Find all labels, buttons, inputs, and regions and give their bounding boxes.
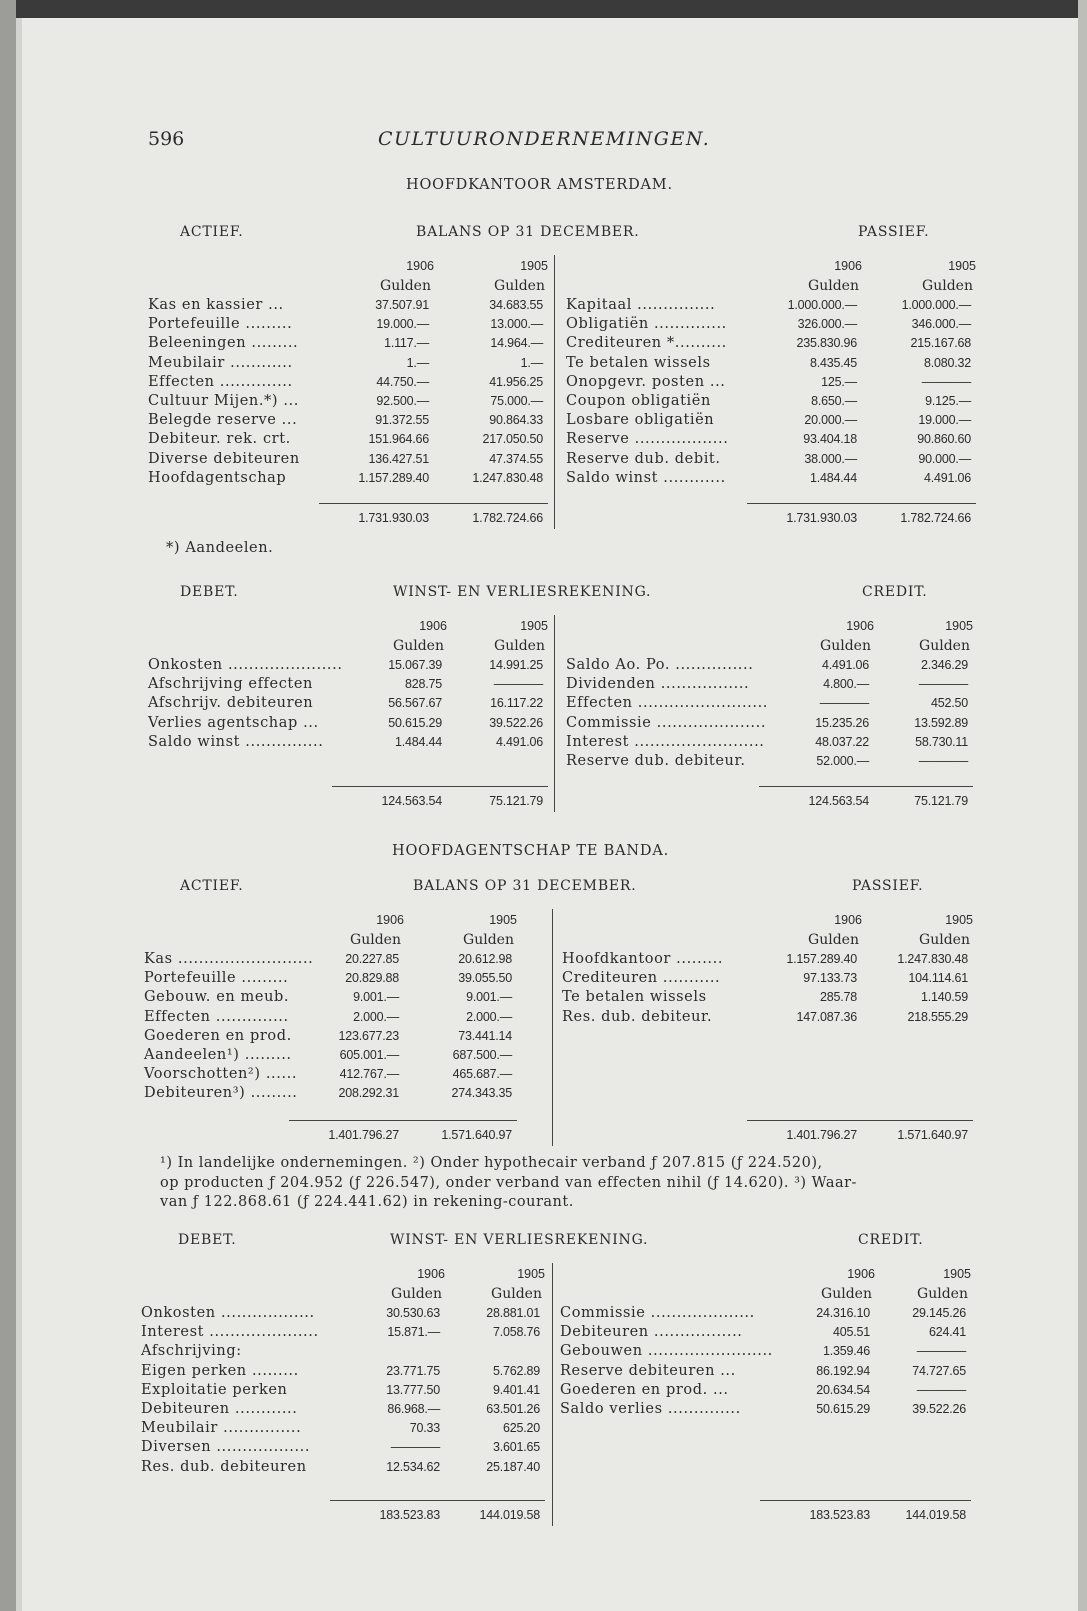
value-cell: 326.000.— [797,317,857,332]
row-label: Aandeelen¹) ......... [144,1047,292,1063]
row-label: Kapitaal ............... [566,297,716,313]
value-cell: 8.650.— [811,394,857,408]
footnote-line: ¹) In landelijke ondernemingen. ²) Onder hypothecair verband ƒ 207.815 (ƒ 224.520), [160,1155,823,1171]
value-cell: 828.75 [404,677,442,692]
value-cell: 4.491.06 [495,734,543,749]
unit-header: Gulden [808,932,859,948]
row-label: Verlies agentschap ... [148,714,319,731]
value-cell: 58.730.11 [915,734,968,749]
value-cell: 86.192.94 [816,1363,870,1378]
row-label: Afschrijving effecten [148,676,313,693]
value-cell: 9.001.— [353,990,399,1005]
value-cell: 3.601.65 [492,1440,540,1455]
value-cell: 5.762.89 [492,1363,540,1378]
unit-header: Gulden [808,278,859,294]
row-label: Commissie .................... [560,1305,755,1321]
row-label: Goederen en prod. ... [560,1381,729,1398]
center-heading: BALANS OP 31 DECEMBER. [413,878,637,894]
left-heading: DEBET. [180,584,239,600]
value-cell: 9.401.41 [492,1382,540,1397]
value-cell: 1.000.000.— [901,298,971,312]
value-cell: 50.615.29 [388,715,442,730]
unit-header: Gulden [393,638,444,654]
row-label: Saldo Ao. Po. ............... [566,657,754,673]
total-rule [330,1500,545,1501]
total-cell: 124.563.54 [381,794,442,809]
value-cell: 15.871.— [387,1325,440,1340]
row-label: Saldo winst ............ [566,469,726,486]
value-cell: 13.592.89 [914,715,968,730]
year-header: 1905 [520,619,548,633]
year-header: 1905 [945,619,973,633]
row-label: Afschrijving: [141,1343,242,1360]
value-cell: 285.78 [819,990,857,1005]
unit-header: Gulden [350,932,401,948]
row-label: Onopgevr. posten ... [566,373,726,390]
row-label: Voorschotten²) ...... [144,1066,298,1083]
right-heading: CREDIT. [862,584,928,600]
column-divider [554,255,555,529]
value-cell: 37.507.91 [375,298,429,312]
value-cell: 1.359.46 [822,1344,870,1359]
value-cell: 73.441.14 [458,1028,512,1043]
center-heading: WINST- EN VERLIESREKENING. [390,1232,649,1248]
value-cell: 235.830.96 [796,336,857,351]
value-cell: ———— [390,1440,440,1455]
center-heading: WINST- EN VERLIESREKENING. [393,584,652,600]
unit-header: Gulden [391,1286,442,1302]
value-cell: ———— [819,696,869,711]
value-cell: 90.860.60 [917,432,971,447]
value-cell: 91.372.55 [375,413,429,428]
total-rule [760,1500,971,1501]
unit-header: Gulden [820,638,871,654]
value-cell: 41.956.25 [489,374,543,389]
value-cell: 90.864.33 [489,413,543,428]
row-label: Gebouwen ........................ [560,1343,773,1360]
value-cell: 218.555.29 [907,1009,968,1024]
value-cell: 1.157.289.40 [358,470,429,485]
value-cell: 4.491.06 [821,658,869,672]
value-cell: 1.140.59 [920,990,968,1005]
value-cell: 2.000.— [353,1009,399,1024]
value-cell: 20.227.85 [345,952,399,966]
value-cell: 20.612.98 [458,952,512,966]
row-label: Onkosten .................. [141,1305,315,1321]
year-header: 1905 [943,1267,971,1281]
value-cell: 1.247.830.48 [897,952,968,966]
value-cell: 217.050.50 [482,432,543,447]
year-header: 1906 [376,913,404,927]
row-label: Effecten ......................... [566,695,769,712]
row-label: Goederen en prod. [144,1027,292,1044]
year-header: 1906 [834,259,862,273]
value-cell: 86.968.— [387,1402,440,1416]
total-rule [747,503,976,504]
value-cell: 125.— [821,374,857,389]
row-label: Onkosten ...................... [148,657,343,673]
value-cell: 24.316.10 [816,1306,870,1320]
row-label: Reserve dub. debiteur. [566,753,746,769]
value-cell: 34.683.55 [489,298,543,312]
total-cell: 144.019.58 [905,1507,966,1522]
total-rule [319,503,548,504]
value-cell: 44.750.— [376,374,429,389]
value-cell: 8.435.45 [809,355,857,370]
row-label: Meubilair ............ [148,354,293,371]
row-label: Beleeningen ......... [148,335,299,352]
row-label: Eigen perken ......... [141,1362,299,1379]
footnote-line: van ƒ 122.868.61 (ƒ 224.441.62) in rekening-courant. [160,1194,574,1210]
row-label: Cultuur Mijen.*) ... [148,393,299,409]
year-header: 1905 [948,259,976,273]
total-cell: 183.523.83 [809,1507,870,1522]
unit-header: Gulden [494,278,545,294]
value-cell: 1.000.000.— [787,298,857,312]
unit-header: Gulden [821,1286,872,1302]
value-cell: 70.33 [409,1421,440,1436]
row-label: Dividenden ................. [566,676,750,693]
value-cell: 90.000.— [918,451,971,466]
value-cell: 20.829.88 [345,971,399,986]
value-cell: 19.000.— [376,317,429,332]
total-cell: 124.563.54 [808,794,869,809]
scan-left-border [0,0,16,1611]
year-header: 1905 [517,1267,545,1281]
row-label: Kas .......................... [144,951,314,967]
value-cell: 1.— [406,355,429,370]
year-header: 1906 [417,1267,445,1281]
unit-header: Gulden [917,1286,968,1302]
value-cell: 52.000.— [816,754,869,768]
column-divider [552,909,553,1146]
row-label: Debiteuren³) ......... [144,1085,298,1102]
binding-shadow [16,18,22,1611]
value-cell: 405.51 [832,1325,870,1340]
row-label: Diverse debiteuren [148,450,300,467]
total-cell: 1.401.796.27 [786,1127,857,1142]
value-cell: 208.292.31 [338,1086,399,1101]
value-cell: 38.000.— [804,451,857,466]
row-label: Crediteuren ........... [562,970,721,987]
row-label: Res. dub. debiteuren [141,1458,307,1475]
value-cell: 16.117.22 [490,696,543,711]
value-cell: ———— [918,677,968,692]
value-cell: 136.427.51 [368,451,429,466]
row-label: Debiteur. rek. crt. [148,431,291,448]
row-label: Portefeuille ......... [148,316,293,333]
row-label: Crediteuren *.......... [566,335,727,352]
value-cell: 625.20 [502,1421,540,1436]
total-cell: 183.523.83 [379,1507,440,1522]
column-divider [552,1263,553,1526]
total-cell: 144.019.58 [479,1507,540,1522]
value-cell: 4.800.— [823,677,869,692]
value-cell: 624.41 [928,1325,966,1340]
row-label: Hoofdkantoor ......... [562,951,724,967]
row-label: Commissie ..................... [566,714,767,731]
total-rule [747,1120,973,1121]
total-rule [759,786,973,787]
value-cell: 215.167.68 [910,336,971,351]
value-cell: 452.50 [930,696,968,711]
row-label: Hoofdagentschap [148,469,287,486]
value-cell: 4.491.06 [923,470,971,485]
row-label: Losbare obligatiën [566,412,715,429]
year-header: 1905 [520,259,548,273]
row-label: Effecten .............. [144,1008,289,1025]
value-cell: 23.771.75 [386,1363,440,1378]
value-cell: 74.727.65 [912,1363,966,1378]
row-label: Res. dub. debiteur. [562,1008,713,1025]
page-number: 596 [148,128,185,150]
value-cell: 39.522.26 [912,1402,966,1416]
value-cell: 28.881.01 [486,1306,540,1320]
value-cell: 687.500.— [452,1048,512,1062]
value-cell: 465.687.— [452,1067,512,1082]
scan-right-border [1078,0,1087,1611]
value-cell: 15.067.39 [388,658,442,672]
total-cell: 75.121.79 [489,794,543,809]
total-cell: 1.731.930.03 [786,511,857,525]
left-heading: ACTIEF. [180,878,244,894]
value-cell: 9.001.— [466,990,512,1005]
total-cell: 1.782.724.66 [472,511,543,525]
right-heading: CREDIT. [858,1232,924,1248]
unit-header: Gulden [491,1286,542,1302]
value-cell: 30.530.63 [386,1306,440,1320]
footnote-line: op producten ƒ 204.952 (ƒ 226.547), onder verband van effecten nihil (ƒ 14.620). ³) Waar- [160,1174,857,1191]
unit-header: Gulden [494,638,545,654]
row-label: Diversen .................. [141,1439,311,1456]
value-cell: 50.615.29 [816,1402,870,1416]
row-label: Te betalen wissels [566,354,711,371]
row-label: Reserve debiteuren ... [560,1362,736,1379]
value-cell: 14.991.25 [489,658,543,672]
value-cell: 2.346.29 [920,658,968,672]
right-heading: PASSIEF. [858,224,930,240]
value-cell: 123.677.23 [338,1028,399,1043]
center-heading: BALANS OP 31 DECEMBER. [416,224,640,240]
value-cell: 1.484.44 [809,470,857,485]
row-label: Gebouw. en meub. [144,989,290,1006]
left-heading: DEBET. [178,1232,237,1248]
value-cell: 412.767.— [339,1067,399,1082]
row-label: Reserve .................. [566,431,729,448]
value-cell: 1.— [520,355,543,370]
value-cell: 75.000.— [490,394,543,408]
value-cell: 12.534.62 [386,1459,440,1474]
year-header: 1906 [847,1267,875,1281]
unit-header: Gulden [380,278,431,294]
row-label: Obligatiën .............. [566,316,727,333]
value-cell: 20.634.54 [816,1382,870,1397]
year-header: 1905 [945,913,973,927]
row-label: Saldo verlies .............. [560,1401,741,1417]
value-cell: 56.567.67 [388,696,442,711]
row-label: Coupon obligatiën [566,393,711,409]
unit-header: Gulden [919,638,970,654]
row-label: Debiteuren ............ [141,1401,298,1417]
value-cell: ———— [493,677,543,692]
total-cell: 1.571.640.97 [441,1127,512,1142]
row-label: Debiteuren ................. [560,1324,743,1341]
total-rule [289,1120,517,1121]
value-cell: 2.000.— [466,1009,512,1024]
unit-header: Gulden [922,278,973,294]
total-cell: 1.782.724.66 [900,511,971,525]
value-cell: ———— [921,374,971,389]
unit-header: Gulden [463,932,514,948]
value-cell: 1.484.44 [394,734,442,749]
value-cell: 151.964.66 [368,432,429,447]
value-cell: 1.157.289.40 [786,952,857,966]
value-cell: 39.522.26 [489,715,543,730]
row-label: Kas en kassier ... [148,297,284,313]
value-cell: 29.145.26 [912,1306,966,1320]
row-label: Saldo winst ............... [148,733,324,750]
value-cell: 13.000.— [490,317,543,332]
unit-header: Gulden [919,932,970,948]
row-label: Afschrijv. debiteuren [148,695,314,712]
total-rule [332,786,548,787]
value-cell: 1.247.830.48 [472,470,543,485]
row-label: Interest ..................... [141,1324,319,1341]
row-label: Interest ......................... [566,733,765,750]
column-divider [554,615,555,812]
value-cell: 346.000.— [911,317,971,332]
row-label: Effecten .............. [148,373,293,390]
value-cell: ———— [918,754,968,768]
value-cell: 48.037.22 [815,734,869,749]
running-title: CULTUURONDERNEMINGEN. [378,128,711,150]
value-cell: 14.964.— [490,336,543,351]
year-header: 1906 [406,259,434,273]
year-header: 1905 [489,913,517,927]
value-cell: 605.001.— [339,1048,399,1062]
value-cell: 8.080.32 [923,355,971,370]
section-title: HOOFDKANTOOR AMSTERDAM. [406,177,673,193]
footnote: *) Aandeelen. [166,540,274,556]
value-cell: 25.187.40 [486,1459,540,1474]
total-cell: 1.731.930.03 [358,511,429,525]
row-label: Belegde reserve ... [148,412,298,429]
value-cell: 7.058.76 [492,1325,540,1340]
row-label: Meubilair ............... [141,1420,302,1437]
value-cell: 47.374.55 [489,451,543,466]
section-title: HOOFDAGENTSCHAP TE BANDA. [392,843,669,859]
row-label: Reserve dub. debit. [566,450,721,467]
scan-top-border [0,0,1087,18]
row-label: Portefeuille ......... [144,970,289,987]
row-label: Exploitatie perken [141,1381,288,1398]
value-cell: ———— [916,1382,966,1397]
left-heading: ACTIEF. [180,224,244,240]
value-cell: ———— [916,1344,966,1359]
value-cell: 93.404.18 [803,432,857,447]
value-cell: 63.501.26 [486,1402,540,1416]
value-cell: 1.117.— [384,336,429,351]
right-heading: PASSIEF. [852,878,924,894]
value-cell: 13.777.50 [386,1382,440,1397]
total-cell: 1.401.796.27 [328,1127,399,1142]
year-header: 1906 [419,619,447,633]
year-header: 1906 [846,619,874,633]
value-cell: 274.343.35 [451,1086,512,1101]
value-cell: 20.000.— [804,413,857,428]
value-cell: 19.000.— [918,413,971,428]
value-cell: 147.087.36 [796,1009,857,1024]
value-cell: 92.500.— [376,394,429,408]
year-header: 1906 [834,913,862,927]
total-cell: 1.571.640.97 [897,1127,968,1142]
value-cell: 39.055.50 [458,971,512,986]
value-cell: 9.125.— [925,394,971,408]
value-cell: 104.114.61 [908,971,968,986]
value-cell: 15.235.26 [815,715,869,730]
value-cell: 97.133.73 [803,971,857,986]
total-cell: 75.121.79 [914,794,968,809]
row-label: Te betalen wissels [562,989,707,1006]
